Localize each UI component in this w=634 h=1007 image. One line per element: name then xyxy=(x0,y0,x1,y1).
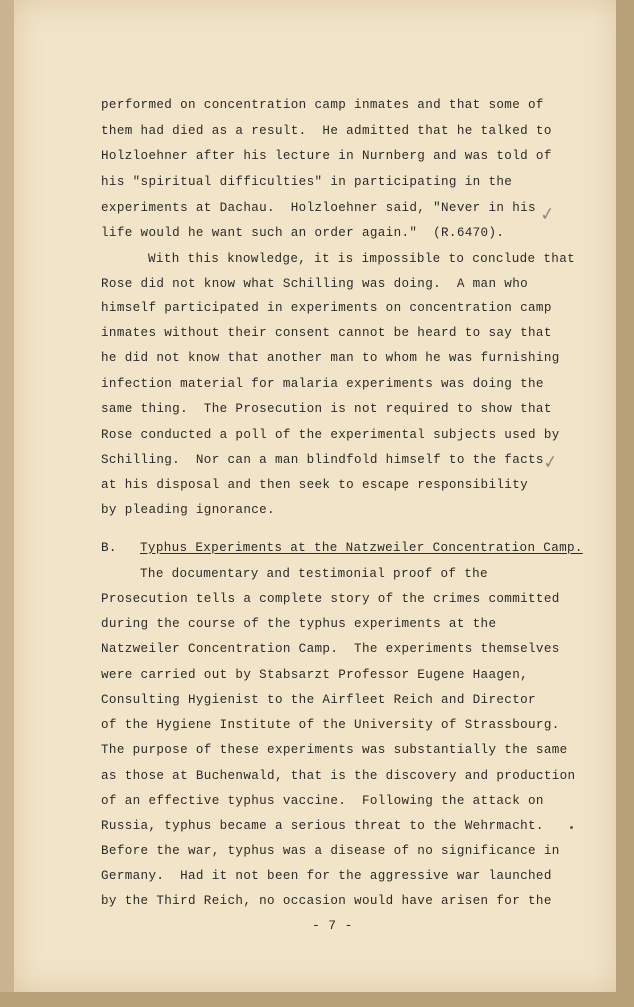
text-line: Schilling. Nor can a man blindfold himself to the facts xyxy=(101,453,544,467)
text-line: Rose did not know what Schilling was doing. A man who xyxy=(101,277,529,291)
text-line: Natzweiler Concentration Camp. The experiments themselves xyxy=(101,642,560,656)
page-number: - 7 - xyxy=(312,918,353,933)
text-line: by the Third Reich, no occasion would have arisen for the xyxy=(101,894,552,908)
text-line: Before the war, typhus was a disease of no significance in xyxy=(101,844,560,858)
text-line: Consulting Hygienist to the Airfleet Reich and Director xyxy=(101,693,536,707)
text-line: infection material for malaria experiments was doing the xyxy=(101,377,544,391)
text-line: inmates without their consent cannot be heard to say that xyxy=(101,326,552,340)
text-line: of an effective typhus vaccine. Following the attack on xyxy=(101,794,544,808)
text-line: during the course of the typhus experiments at the xyxy=(101,617,497,631)
text-line: performed on concentration camp inmates and that some of xyxy=(101,98,544,112)
text-line: Germany. Had it not been for the aggressive war launched xyxy=(101,869,552,883)
text-line: Russia, typhus became a serious threat to the Wehrmacht. xyxy=(101,819,544,833)
section-letter: B. xyxy=(101,541,117,555)
text-line: Rose conducted a poll of the experimental subjects used by xyxy=(101,428,560,442)
paper-speck xyxy=(570,826,573,829)
text-line: himself participated in experiments on concentration camp xyxy=(101,301,552,315)
text-line: by pleading ignorance. xyxy=(101,503,275,517)
text-line: The purpose of these experiments was substantially the same xyxy=(101,743,568,757)
text-line: With this knowledge, it is impossible to conclude that xyxy=(148,252,576,266)
text-line: at his disposal and then seek to escape responsibility xyxy=(101,478,529,492)
text-line: life would he want such an order again." (R.6470). xyxy=(101,226,505,240)
text-line: Holzloehner after his lecture in Nurnberg and was told of xyxy=(101,149,552,163)
text-line: them had died as a result. He admitted that he talked to xyxy=(101,124,552,138)
text-line: as those at Buchenwald, that is the discovery and production xyxy=(101,769,576,783)
text-line: he did not know that another man to whom he was furnishing xyxy=(101,351,560,365)
section-heading: Typhus Experiments at the Natzweiler Concentration Camp. xyxy=(140,541,583,555)
text-line: were carried out by Stabsarzt Professor Eugene Haagen, xyxy=(101,668,529,682)
text-line: The documentary and testimonial proof of the xyxy=(140,567,488,581)
checkmark-annotation-icon: ✓ xyxy=(541,451,560,474)
text-line: his "spiritual difficulties" in participating in the xyxy=(101,175,513,189)
text-line: same thing. The Prosecution is not required to show that xyxy=(101,402,552,416)
checkmark-annotation-icon: ✓ xyxy=(538,203,557,226)
text-line: Prosecution tells a complete story of the crimes committed xyxy=(101,592,560,606)
text-line: experiments at Dachau. Holzloehner said, "Never in his xyxy=(101,201,536,215)
text-line: of the Hygiene Institute of the University of Strassbourg. xyxy=(101,718,560,732)
